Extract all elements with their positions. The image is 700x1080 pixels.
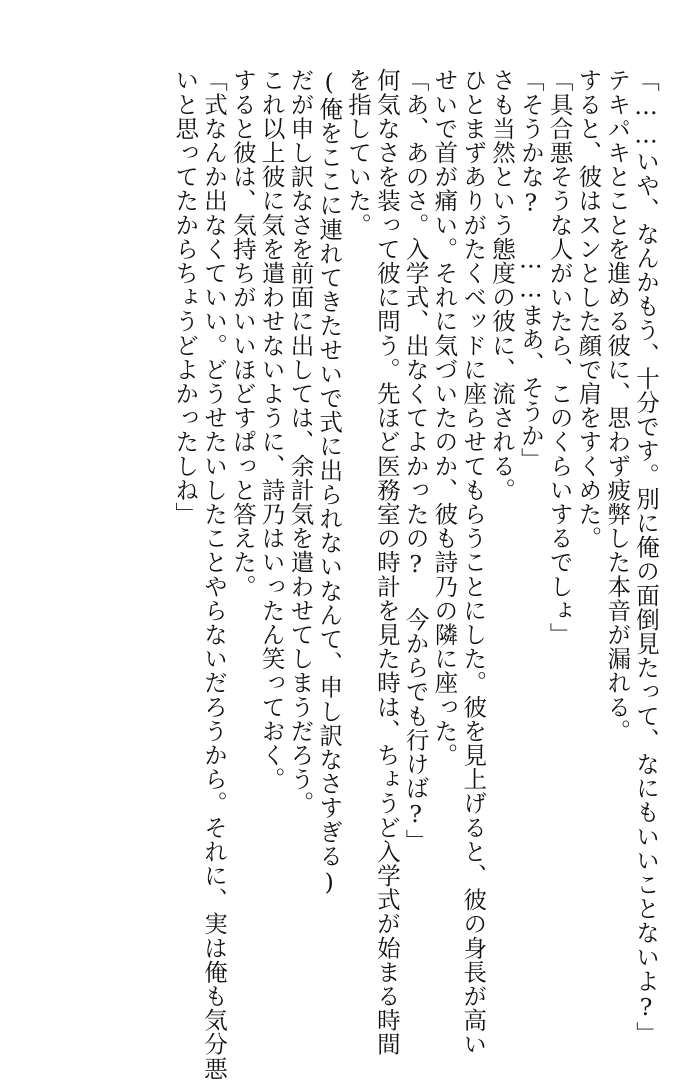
text-line: 何気なさを装って彼に問う。先ほど医務室の時計を見た時は、ちょうど入学式が始まる時間 [372,68,401,1057]
text-line: いと思ってたからちょうどよかったしね」 [171,68,200,526]
text-line: を指していた。 [344,68,373,237]
text-line: (俺をここに連れてきたせいで式に出られないなんて、申し訳なさすぎる) [315,68,344,897]
text-line: テキパキとことを進める彼に、思わず疲弊した本音が漏れる。 [603,68,632,743]
text-line: 「……いや、なんかもう、十分です。別に俺の面倒見たって、なにもいいことないよ?」 [632,68,660,1046]
text-line: ひとまずありがたくベッドに座らせてもらうことにした。彼を見上げると、彼の身長が高い [459,68,488,1057]
text-line: 「あ、あのさ。入学式、出なくてよかったの? 今からでも行けば?」 [401,68,430,853]
text-line: せいで首が痛い。それに気づいたのか、彼も詩乃の隣に座った。 [430,68,459,767]
text-line: 「そうかな? ……まあ、そうか」 [516,68,545,472]
text-line: さも当然という態度の彼に、流される。 [488,68,517,502]
text-line: 「式なんか出なくていい。どうせたいしたことやらないだろうから。それに、実は俺も気分悪 [200,68,229,1080]
vertical-text-body [20,68,660,1080]
text-line: これ以上彼に気を遣わせないように、詩乃はいったん笑っておく。 [257,68,286,791]
text-line: すると彼は、気持ちがいいほどすぱっと答えた。 [228,68,257,599]
text-line: すると、彼はスンとした顔で肩をすくめた。 [574,68,603,550]
text-line: 「具合悪そうな人がいたら、このくらいするでしょ」 [545,68,574,647]
text-line: だが申し訳なさを前面に出しては、余計気を遣わせてしまうだろう。 [286,68,315,816]
